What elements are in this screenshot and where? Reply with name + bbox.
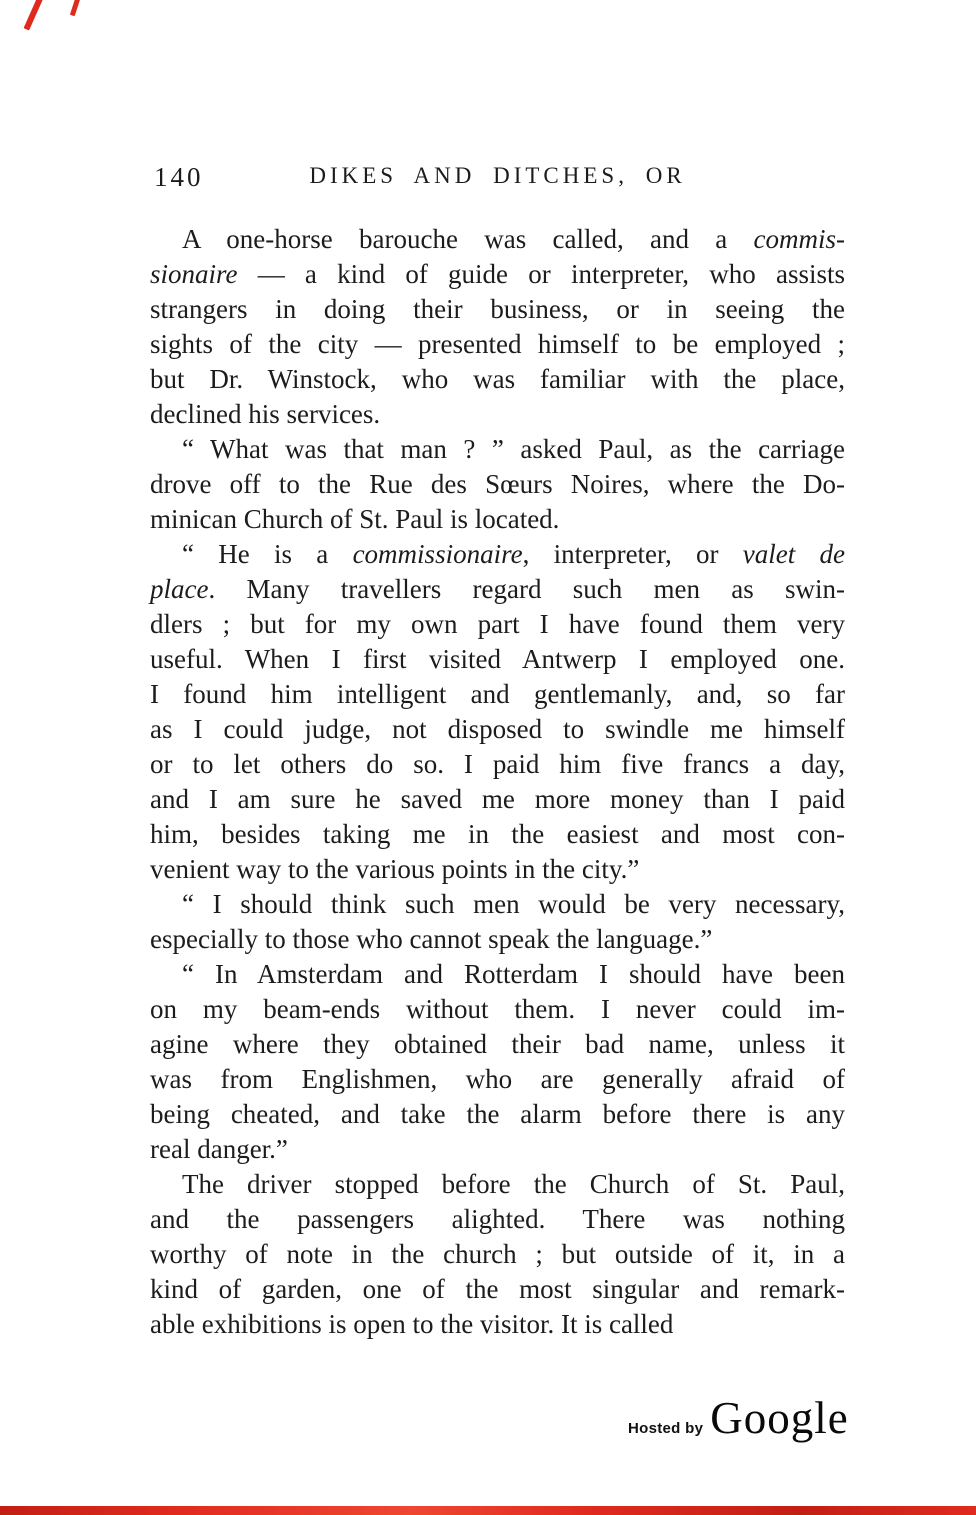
text-line [150,1132,845,1167]
text-segment: useful. When I first visited Antwerp I employed one. [150,644,845,674]
text-segment: as I could judge, not disposed to swindle me himself [150,714,845,744]
italic-text-segment: valet de [742,539,845,569]
google-logo: Google [710,1393,849,1443]
italic-text-segment: commis- [753,224,845,254]
text-line [150,677,845,712]
scan-mark-bottom-bar [0,1506,976,1515]
text-line [150,1097,845,1132]
text-segment: especially to those who cannot speak the language.” [150,924,713,954]
text-line [150,957,845,992]
text-segment: venient way to the various points in the city.” [150,854,640,884]
text-segment: was from Englishmen, who are generally afraid of [150,1064,845,1094]
text-line [150,327,845,362]
text-segment: I found him intelligent and gentlemanly, and, so far [150,679,845,709]
paragraph [150,1167,845,1342]
text-segment: sights of the city — presented himself to be employed ; [150,329,845,359]
paragraph [150,222,845,432]
text-segment: “ What was that man ? ” asked Paul, as the carriage [182,434,845,464]
text-line [150,747,845,782]
text-line [150,1167,845,1202]
page-number: 140 [154,162,204,192]
text-segment: . Many travellers regard such men as swin- [208,574,845,604]
text-line [150,852,845,887]
paragraph [150,432,845,537]
text-segment: minican Church of St. Paul is located. [150,504,560,534]
scan-mark-top-left-1 [24,0,45,31]
text-line [150,362,845,397]
text-segment: agine where they obtained their bad name, unless it [150,1029,845,1059]
text-line [150,1202,845,1237]
text-line [150,607,845,642]
text-line [150,467,845,502]
text-line [150,992,845,1027]
text-segment: able exhibitions is open to the visitor. It is called [150,1309,674,1339]
text-segment: kind of garden, one of the most singular and remark- [150,1274,845,1304]
text-block [150,222,845,1342]
text-line [150,572,845,607]
text-line [150,1272,845,1307]
text-segment: real danger.” [150,1134,288,1164]
text-line [150,1027,845,1062]
text-line [150,712,845,747]
text-line [150,922,845,957]
scan-mark-top-left-2 [70,0,81,16]
text-line [150,1062,845,1097]
text-segment: and I am sure he saved me more money than I paid [150,784,845,814]
text-segment: strangers in doing their business, or in seeing the [150,294,845,324]
text-segment: him, besides taking me in the easiest and most con- [150,819,845,849]
text-segment: “ I should think such men would be very necessary, [182,889,845,919]
running-head: DIKES AND DITCHES, OR [309,163,686,188]
text-segment: A one-horse barouche was called, and a [182,224,754,254]
text-segment: but Dr. Winstock, who was familiar with the place, [150,364,845,394]
text-line [150,1237,845,1272]
text-segment: or to let others do so. I paid him five francs a day, [150,749,845,779]
text-segment: — a kind of guide or interpreter, who assists [237,259,845,289]
italic-text-segment: place [150,574,209,604]
text-line [150,432,845,467]
text-line [150,782,845,817]
text-segment: and the passengers alighted. There was nothing [150,1204,845,1234]
text-segment: , interpreter, or [522,539,743,569]
text-segment: “ He is a [182,539,353,569]
text-line [150,222,845,257]
text-segment: on my beam-ends without them. I never could im- [150,994,845,1024]
italic-text-segment: commissionaire [352,539,523,569]
footer [628,1392,849,1444]
italic-text-segment: sionaire [150,259,238,289]
text-segment: worthy of note in the church ; but outside of it, in a [150,1239,845,1269]
text-line [150,292,845,327]
paragraph [150,887,845,957]
text-line [150,537,845,572]
text-line [150,397,845,432]
text-line [150,817,845,852]
text-line [150,502,845,537]
hosted-by-label: Hosted by [628,1420,704,1437]
text-line [150,257,845,292]
text-segment: declined his services. [150,399,381,429]
paragraph [150,537,845,887]
text-segment: The driver stopped before the Church of St. Paul, [182,1169,845,1199]
text-segment: being cheated, and take the alarm before there is any [150,1099,845,1129]
text-segment: dlers ; but for my own part I have found them very [150,609,845,639]
text-line [150,642,845,677]
page-header [150,160,845,194]
paragraph [150,957,845,1167]
text-line [150,1307,845,1342]
text-line [150,887,845,922]
text-segment: drove off to the Rue des Sœurs Noires, where the Do- [150,469,845,499]
text-segment: “ In Amsterdam and Rotterdam I should have been [182,959,845,989]
